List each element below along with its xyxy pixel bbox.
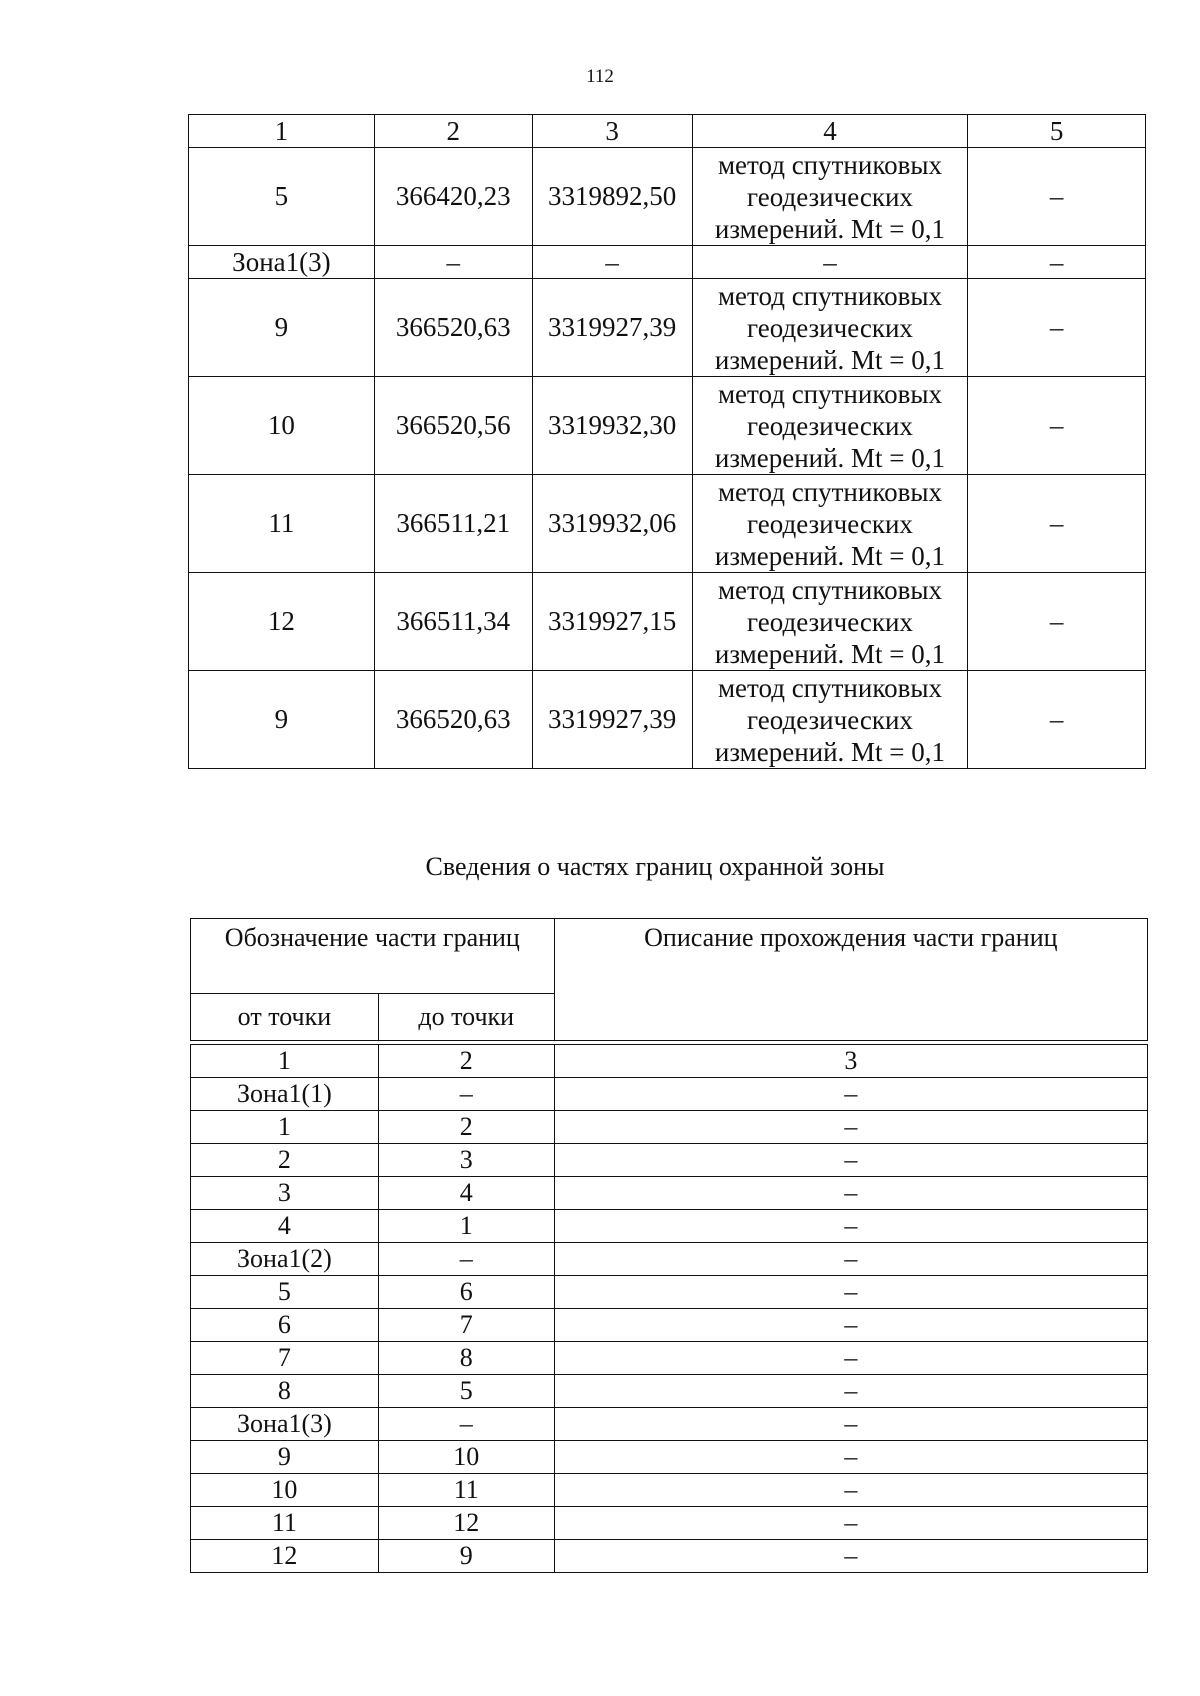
parts-header-row [191,919,1148,994]
to-point-cell: 6 [378,1276,554,1309]
from-point-cell: Зона1(1) [191,1078,379,1111]
description-cell: – [554,1144,1147,1177]
coordinates-table-body [189,115,1146,769]
parts-column-number: 1 [191,1045,379,1078]
point-number-cell: 5 [189,148,375,246]
method-line: геодезических [747,606,913,637]
parts-row [191,1507,1148,1540]
to-point-cell: – [378,1078,554,1111]
extra-cell: – [968,475,1146,573]
to-point-cell: 3 [378,1144,554,1177]
method-line: геодезических [747,410,913,441]
extra-cell: – [968,573,1146,671]
point-number-cell: 10 [189,377,375,475]
description-cell: – [554,1210,1147,1243]
from-point-cell: 8 [191,1375,379,1408]
parts-column-number: 2 [378,1045,554,1078]
extra-cell: – [968,246,1146,279]
point-number-cell: Зона1(3) [189,246,375,279]
description-cell: – [554,1507,1147,1540]
description-cell: – [554,1309,1147,1342]
to-point-cell: 4 [378,1177,554,1210]
parts-row [191,1276,1148,1309]
method-line: измерений. Mt = 0,1 [714,442,946,473]
from-point-cell: 9 [191,1441,379,1474]
method-line: измерений. Mt = 0,1 [714,638,946,669]
parts-numbering-row [191,1045,1148,1078]
to-point-cell: 1 [378,1210,554,1243]
description-cell: – [554,1177,1147,1210]
method-line: измерений. Mt = 0,1 [714,213,946,244]
parts-column-number: 3 [554,1045,1147,1078]
method-cell [692,377,968,475]
to-point-cell: 8 [378,1342,554,1375]
method-line: – [823,247,837,277]
x-coordinate-cell: 366520,63 [374,671,532,769]
to-point-cell: – [378,1243,554,1276]
coords-row [189,475,1146,573]
y-coordinate-cell: 3319932,30 [532,377,692,475]
y-coordinate-cell: 3319927,39 [532,279,692,377]
method-line: метод спутниковых [717,574,942,605]
from-point-cell: 2 [191,1144,379,1177]
y-coordinate-cell: 3319892,50 [532,148,692,246]
x-coordinate-cell: 366520,56 [374,377,532,475]
extra-cell: – [968,377,1146,475]
coordinates-table [188,114,1146,769]
to-point-cell: 11 [378,1474,554,1507]
parts-row [191,1177,1148,1210]
coords-column-number: 4 [692,115,968,148]
method-line: геодезических [747,181,913,212]
boundary-parts-table [190,918,1148,1573]
parts-row [191,1309,1148,1342]
parts-row [191,1342,1148,1375]
method-cell [692,671,968,769]
x-coordinate-cell: 366520,63 [374,279,532,377]
coords-header-row [189,115,1146,148]
method-cell [692,475,968,573]
coords-column-number: 5 [968,115,1146,148]
method-line: измерений. Mt = 0,1 [714,344,946,375]
from-point-cell: 6 [191,1309,379,1342]
coords-row [189,377,1146,475]
x-coordinate-cell: 366511,34 [374,573,532,671]
from-point-cell: 7 [191,1342,379,1375]
description-cell: – [554,1276,1147,1309]
from-point-cell: 3 [191,1177,379,1210]
method-line: метод спутниковых [717,280,942,311]
to-point-cell: – [378,1408,554,1441]
description-cell: – [554,1078,1147,1111]
y-coordinate-cell: 3319927,15 [532,573,692,671]
y-coordinate-cell: 3319927,39 [532,671,692,769]
extra-cell: – [968,148,1146,246]
coords-row [189,148,1146,246]
method-line: метод спутниковых [717,378,942,409]
method-cell [692,148,968,246]
boundary-parts-table-body [191,919,1148,1573]
extra-cell: – [968,279,1146,377]
from-point-cell: Зона1(2) [191,1243,379,1276]
from-point-cell: 12 [191,1540,379,1573]
parts-row [191,1441,1148,1474]
description-cell: – [554,1375,1147,1408]
description-cell: – [554,1540,1147,1573]
from-point-cell: 10 [191,1474,379,1507]
parts-row [191,1144,1148,1177]
y-coordinate-cell: 3319932,06 [532,475,692,573]
extra-cell: – [968,671,1146,769]
y-coordinate-cell: – [532,246,692,279]
description-cell: – [554,1441,1147,1474]
to-point-cell: 12 [378,1507,554,1540]
point-number-cell: 11 [189,475,375,573]
method-line: метод спутниковых [717,149,942,180]
method-line: геодезических [747,312,913,343]
coords-column-number: 1 [189,115,375,148]
section-title: Сведения о частях границ охранной зоны [425,852,885,881]
method-line: геодезических [747,508,913,539]
to-point-cell: 5 [378,1375,554,1408]
parts-row [191,1078,1148,1111]
page-number: 112 [586,66,614,87]
description-header: Описание прохождения части границ [554,919,1147,1041]
method-line: метод спутниковых [717,672,942,703]
designation-header: Обозначение части границ [191,919,555,994]
point-number-cell: 12 [189,573,375,671]
x-coordinate-cell: 366420,23 [374,148,532,246]
from-point-cell: 1 [191,1111,379,1144]
parts-row [191,1210,1148,1243]
from-point-cell: 5 [191,1276,379,1309]
coords-row [189,573,1146,671]
parts-row [191,1243,1148,1276]
description-cell: – [554,1408,1147,1441]
from-point-cell: 11 [191,1507,379,1540]
to-point-cell: 2 [378,1111,554,1144]
description-cell: – [554,1243,1147,1276]
coords-column-number: 3 [532,115,692,148]
to-point-cell: 7 [378,1309,554,1342]
method-line: геодезических [747,704,913,735]
description-cell: – [554,1111,1147,1144]
parts-row [191,1408,1148,1441]
coords-row [189,671,1146,769]
method-cell [692,279,968,377]
parts-row [191,1375,1148,1408]
to-point-cell: 9 [378,1540,554,1573]
method-line: метод спутниковых [717,476,942,507]
parts-row [191,1474,1148,1507]
method-cell [692,246,968,279]
point-number-cell: 9 [189,279,375,377]
method-line: измерений. Mt = 0,1 [714,540,946,571]
from-point-cell: Зона1(3) [191,1408,379,1441]
coords-row [189,279,1146,377]
coords-column-number: 2 [374,115,532,148]
parts-row [191,1111,1148,1144]
method-line: измерений. Mt = 0,1 [714,736,946,767]
method-cell [692,573,968,671]
point-number-cell: 9 [189,671,375,769]
description-cell: – [554,1474,1147,1507]
to-point-header: до точки [378,994,554,1041]
x-coordinate-cell: 366511,21 [374,475,532,573]
coords-row [189,246,1146,279]
parts-row [191,1540,1148,1573]
from-point-header: от точки [191,994,379,1041]
from-point-cell: 4 [191,1210,379,1243]
x-coordinate-cell: – [374,246,532,279]
description-cell: – [554,1342,1147,1375]
to-point-cell: 10 [378,1441,554,1474]
